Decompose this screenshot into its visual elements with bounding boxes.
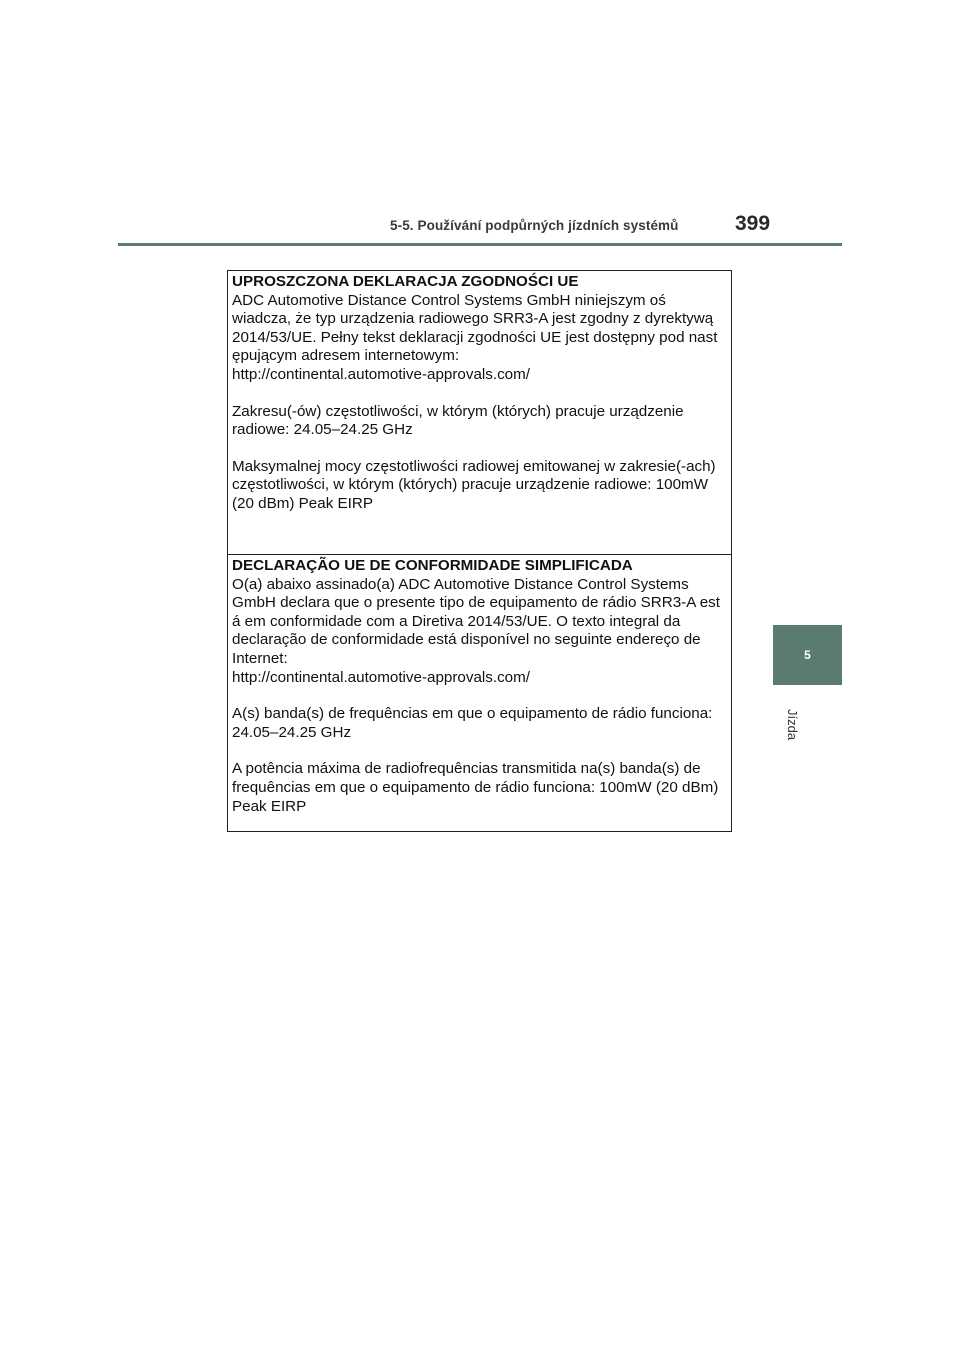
page-number: 399 bbox=[735, 212, 771, 235]
declaration-line: 2014/53/UE. Pełny tekst deklaracji zgodności UE jest dostępny pod nast bbox=[232, 328, 718, 346]
section-title: 5-5. Používání podpůrných jízdních systémů bbox=[390, 218, 679, 233]
power-line: częstotliwości, w którym (których) pracuje urządzenie radiowe: 100mW bbox=[232, 476, 709, 494]
paragraph-gap bbox=[232, 440, 727, 458]
declaration-box bbox=[227, 270, 732, 832]
declaration-line: GmbH declara que o presente tipo de equipamento de rádio SRR3-A est bbox=[232, 594, 720, 612]
declaration-polish bbox=[228, 271, 731, 554]
power-line: Peak EIRP bbox=[232, 797, 307, 815]
chapter-number: 5 bbox=[804, 648, 811, 662]
declaration-line: ępującym adresem internetowym: bbox=[232, 347, 460, 365]
frequency-line: A(s) banda(s) de frequências em que o equipamento de rádio funciona: bbox=[232, 705, 713, 723]
power-line: A potência máxima de radiofrequências transmitida na(s) banda(s) de bbox=[232, 760, 701, 778]
chapter-label: Jízda bbox=[785, 709, 800, 741]
header-divider bbox=[118, 243, 842, 246]
power-line: Maksymalnej mocy częstotliwości radiowej emitowanej w zakresie(-ach) bbox=[232, 457, 716, 475]
declaration-line: ADC Automotive Distance Control Systems GmbH niniejszym oś bbox=[232, 291, 666, 309]
declaration-line: declaração de conformidade está disponível no seguinte endereço de bbox=[232, 631, 701, 649]
paragraph-gap bbox=[232, 742, 727, 760]
declaration-line: á em conformidade com a Diretiva 2014/53/UE. O texto integral da bbox=[232, 612, 681, 630]
power-line: frequências em que o equipamento de rádio funciona: 100mW (20 dBm) bbox=[232, 778, 719, 796]
paragraph-gap bbox=[232, 385, 727, 403]
declaration-heading: DECLARAÇÃO UE DE CONFORMIDADE SIMPLIFICADA bbox=[232, 557, 633, 574]
frequency-line: radiowe: 24.05–24.25 GHz bbox=[232, 421, 413, 439]
declaration-url: http://continental.automotive-approvals.com/ bbox=[232, 365, 531, 383]
declaration-line: Internet: bbox=[232, 649, 288, 667]
paragraph-gap bbox=[232, 687, 727, 705]
declaration-url: http://continental.automotive-approvals.com/ bbox=[232, 668, 531, 686]
declaration-portuguese bbox=[228, 554, 731, 831]
frequency-line: 24.05–24.25 GHz bbox=[232, 723, 352, 741]
declaration-heading: UPROSZCZONA DEKLARACJA ZGODNOŚCI UE bbox=[232, 273, 579, 290]
frequency-line: Zakresu(-ów) częstotliwości, w którym (których) pracuje urządzenie bbox=[232, 402, 684, 420]
declaration-line: wiadcza, że typ urządzenia radiowego SRR3-A jest zgodny z dyrektywą bbox=[232, 310, 714, 328]
chapter-tab bbox=[773, 625, 842, 685]
power-line: (20 dBm) Peak EIRP bbox=[232, 494, 373, 512]
declaration-line: O(a) abaixo assinado(a) ADC Automotive Distance Control Systems bbox=[232, 575, 689, 593]
